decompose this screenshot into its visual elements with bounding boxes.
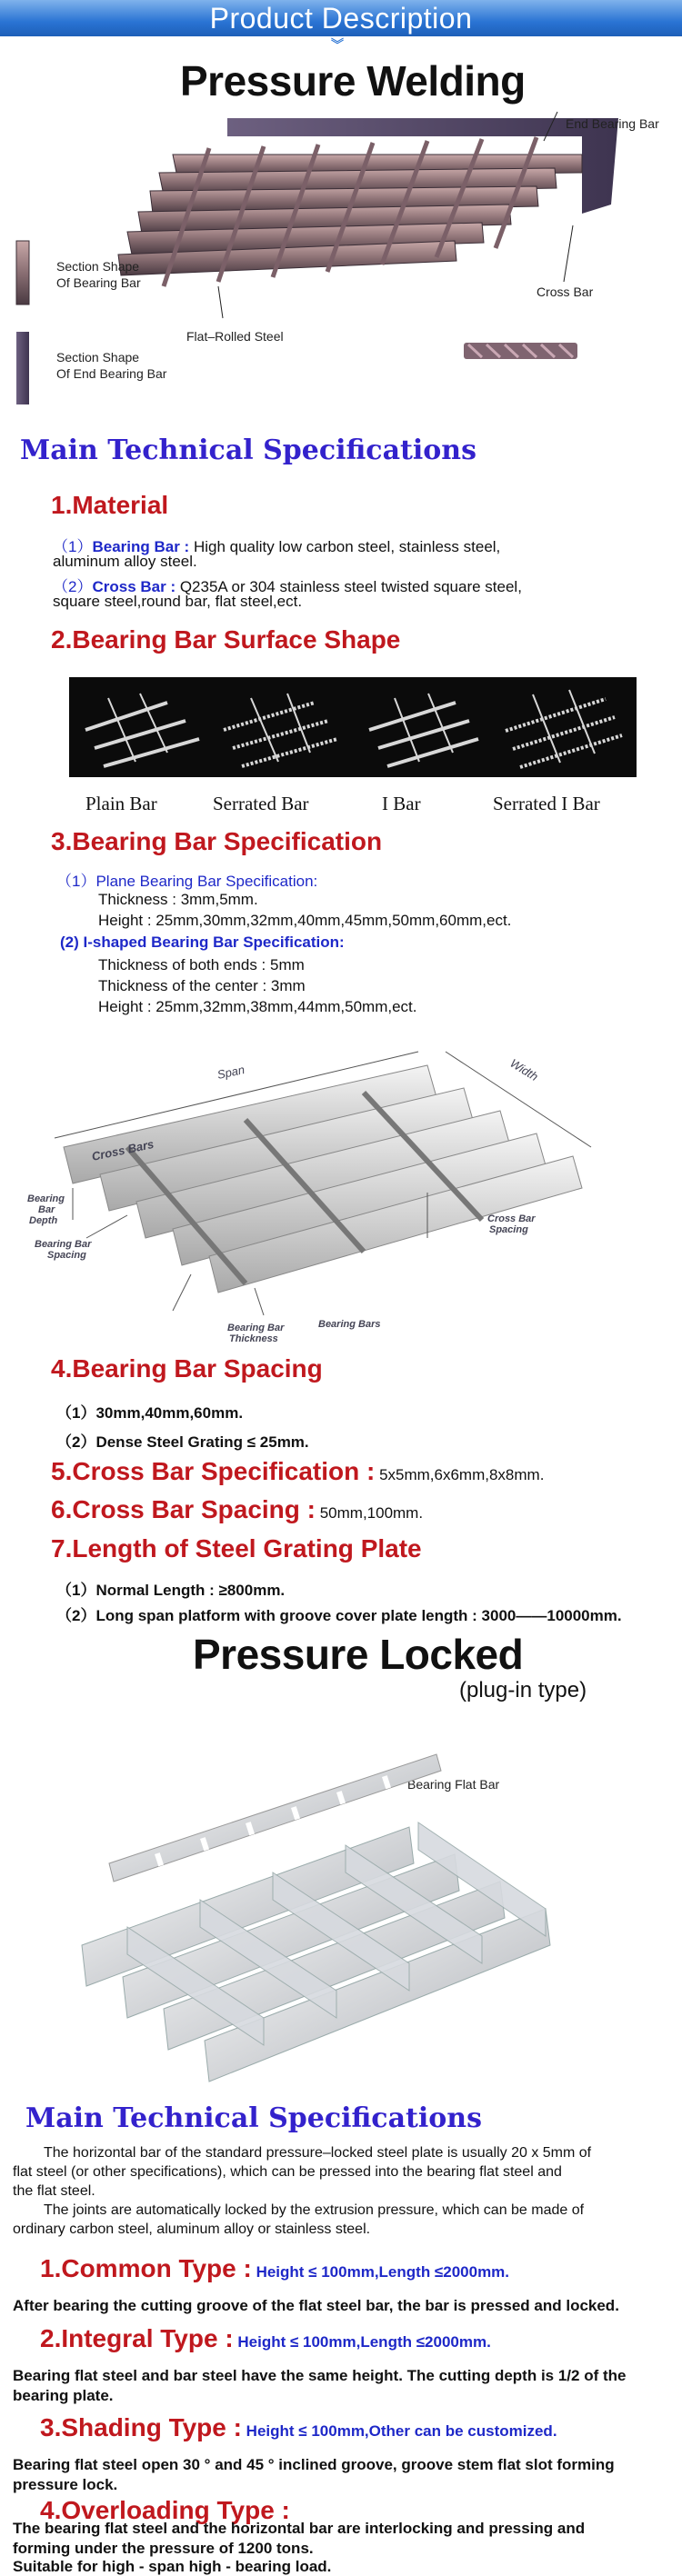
spacing-line-2: （2）Dense Steel Grating ≤ 25mm. — [56, 1433, 309, 1451]
material-line-2: （2）Cross Bar : Q235A or 304 stainless steel twisted square steel, — [53, 578, 522, 595]
locked-para-1a: The horizontal bar of the standard pressure–locked steel plate is usually 20 x 5mm of — [44, 2145, 592, 2161]
integral-type-desc-1: Bearing flat steel and bar steel have the same height. The cutting depth is 1/2 of the — [13, 2367, 627, 2384]
integral-type-desc-2: bearing plate. — [13, 2387, 114, 2404]
shading-type-heading: 3.Shading Type : — [40, 2413, 242, 2441]
dim-cross-bar-spacing-1: Cross Bar — [487, 1213, 536, 1224]
common-type-heading: 1.Common Type : — [40, 2254, 252, 2282]
integral-type-heading: 2.Integral Type : — [40, 2324, 234, 2352]
plane-bb-thickness: Thickness : 3mm,5mm. — [98, 891, 258, 908]
dim-bearing-bar-spacing-1: Bearing Bar — [35, 1239, 92, 1250]
length-line-2: （2）Long span platform with groove cover plate length : 3000——10000mm. — [56, 1607, 622, 1624]
overloading-type-desc-1: The bearing flat steel and the horizontal bar are interlocking and pressing and — [13, 2520, 586, 2537]
dim-span-label: Span — [216, 1062, 246, 1082]
label-end-bearing-bar: End Bearing Bar — [566, 116, 659, 131]
locked-para-1c: the flat steel. — [13, 2183, 95, 2199]
cross-bar-spec-row — [51, 1457, 544, 1486]
page-title: Product Description — [209, 2, 473, 35]
dim-cross-bar-spacing-2: Spacing — [489, 1224, 528, 1235]
material-line-1: （1）Bearing Bar : High quality low carbon steel, stainless steel, — [53, 538, 501, 555]
shading-type-value: Height ≤ 100mm,Other can be customized. — [241, 2422, 557, 2440]
dim-bearing-bar-spacing-2: Spacing — [47, 1250, 86, 1261]
dim-bearing-bars-label: Bearing Bars — [318, 1319, 381, 1330]
header-banner — [0, 0, 682, 36]
overloading-type-desc-2: forming under the pressure of 1200 tons. — [13, 2540, 314, 2557]
dim-bearing-bar-depth-1: Bearing — [27, 1193, 65, 1204]
caption-plain-bar: Plain Bar — [85, 793, 157, 814]
shading-type-desc-1: Bearing flat steel open 30 ° and 45 ° inclined groove, groove stem flat slot forming — [13, 2456, 615, 2473]
i-bb-height: Height : 25mm,32mm,38mm,44mm,50mm,ect. — [98, 998, 417, 1015]
bearing-bar-spec-heading: 3.Bearing Bar Specification — [51, 827, 383, 855]
i-bb-thickness-center: Thickness of the center : 3mm — [98, 977, 306, 994]
i-bb-thickness-ends: Thickness of both ends : 5mm — [98, 956, 305, 973]
material-line-1-cont: aluminum alloy steel. — [53, 553, 197, 570]
cross-bar-spec-value: 5x5mm,6x6mm,8x8mm. — [375, 1466, 545, 1483]
caption-i-bar: I Bar — [382, 793, 421, 814]
pressure-locked-title: Pressure Locked — [193, 1631, 524, 1678]
spacing-line-1: （1）30mm,40mm,60mm. — [56, 1404, 244, 1422]
bearing-bar-spacing-heading: 4.Bearing Bar Spacing — [51, 1354, 323, 1383]
overloading-type-heading: 4.Overloading Type : — [40, 2496, 290, 2524]
integral-type-value: Height ≤ 100mm,Length ≤2000mm. — [233, 2333, 491, 2351]
common-type-desc: After bearing the cutting groove of the flat steel bar, the bar is pressed and locked. — [13, 2297, 619, 2314]
dim-width-label: Width — [507, 1055, 541, 1084]
i-shaped-bb-spec-title: (2) I-shaped Bearing Bar Specification: — [60, 934, 345, 951]
cross-bar-spacing-value: 50mm,100mm. — [315, 1504, 424, 1522]
caption-serrated-i-bar: Serrated I Bar — [493, 793, 600, 814]
length-heading: 7.Length of Steel Grating Plate — [51, 1534, 422, 1563]
locked-para-2b: ordinary carbon steel, aluminum alloy or stainless steel. — [13, 2222, 371, 2237]
label-section-shape-bearing: Section Shape — [56, 259, 140, 274]
main-specs-heading: Main Technical Specifications — [20, 434, 476, 466]
label-bearing-flat-bar: Bearing Flat Bar — [407, 1777, 500, 1792]
label-section-shape-end: Section Shape — [56, 350, 140, 364]
dim-bearing-bar-depth-3: Depth — [29, 1215, 58, 1226]
length-line-1: （1）Normal Length : ≥800mm. — [56, 1582, 286, 1599]
pressure-locked-subtitle: (plug-in type) — [459, 1678, 587, 1702]
dim-bearing-bar-depth-2: Bar — [38, 1204, 55, 1215]
common-type-value: Height ≤ 100mm,Length ≤2000mm. — [251, 2263, 510, 2281]
label-section-shape-bearing-2: Of Bearing Bar — [56, 275, 141, 290]
integral-type-row — [40, 2324, 491, 2353]
surface-shapes-photo — [69, 677, 637, 777]
cross-bar-spec-heading: 5.Cross Bar Specification : — [51, 1457, 376, 1485]
label-flat-rolled-steel: Flat–Rolled Steel — [186, 329, 284, 344]
caption-serrated-bar: Serrated Bar — [213, 793, 309, 814]
dim-cross-bars-label: Cross Bars — [90, 1136, 155, 1163]
locked-para-2a: The joints are automatically locked by the extrusion pressure, which can be made of — [44, 2202, 585, 2218]
surface-shape-heading: 2.Bearing Bar Surface Shape — [51, 625, 401, 654]
locked-grating-illustration — [55, 1718, 600, 2109]
main-specs-heading-2: Main Technical Specifications — [25, 2102, 482, 2134]
label-section-shape-end-2: Of End Bearing Bar — [56, 366, 167, 381]
plane-bb-height: Height : 25mm,30mm,32mm,40mm,45mm,50mm,60mm,ect. — [98, 912, 512, 929]
plane-bb-spec-title: （1）Plane Bearing Bar Specification: — [56, 873, 318, 890]
chevron-down-icon: ︾ — [331, 37, 344, 52]
material-line-2-cont: square steel,round bar, flat steel,ect. — [53, 593, 303, 610]
material-heading: 1.Material — [51, 491, 169, 519]
shading-type-row — [40, 2413, 557, 2442]
dim-bearing-bar-thickness-1: Bearing Bar — [227, 1323, 285, 1333]
overloading-type-desc-3: Suitable for high - span high - bearing load. — [13, 2558, 332, 2575]
dim-bearing-bar-thickness-2: Thickness — [229, 1333, 278, 1344]
label-cross-bar: Cross Bar — [537, 285, 594, 299]
cross-bar-spacing-row — [51, 1495, 423, 1524]
common-type-row — [40, 2254, 509, 2283]
pressure-welding-title: Pressure Welding — [180, 57, 526, 105]
locked-para-1b: flat steel (or other specifications), which can be pressed into the bearing flat steel and — [13, 2164, 562, 2180]
shading-type-desc-2: pressure lock. — [13, 2476, 118, 2493]
grating-dimension-diagram — [27, 1011, 618, 1347]
cross-bar-spacing-heading: 6.Cross Bar Spacing : — [51, 1495, 316, 1523]
